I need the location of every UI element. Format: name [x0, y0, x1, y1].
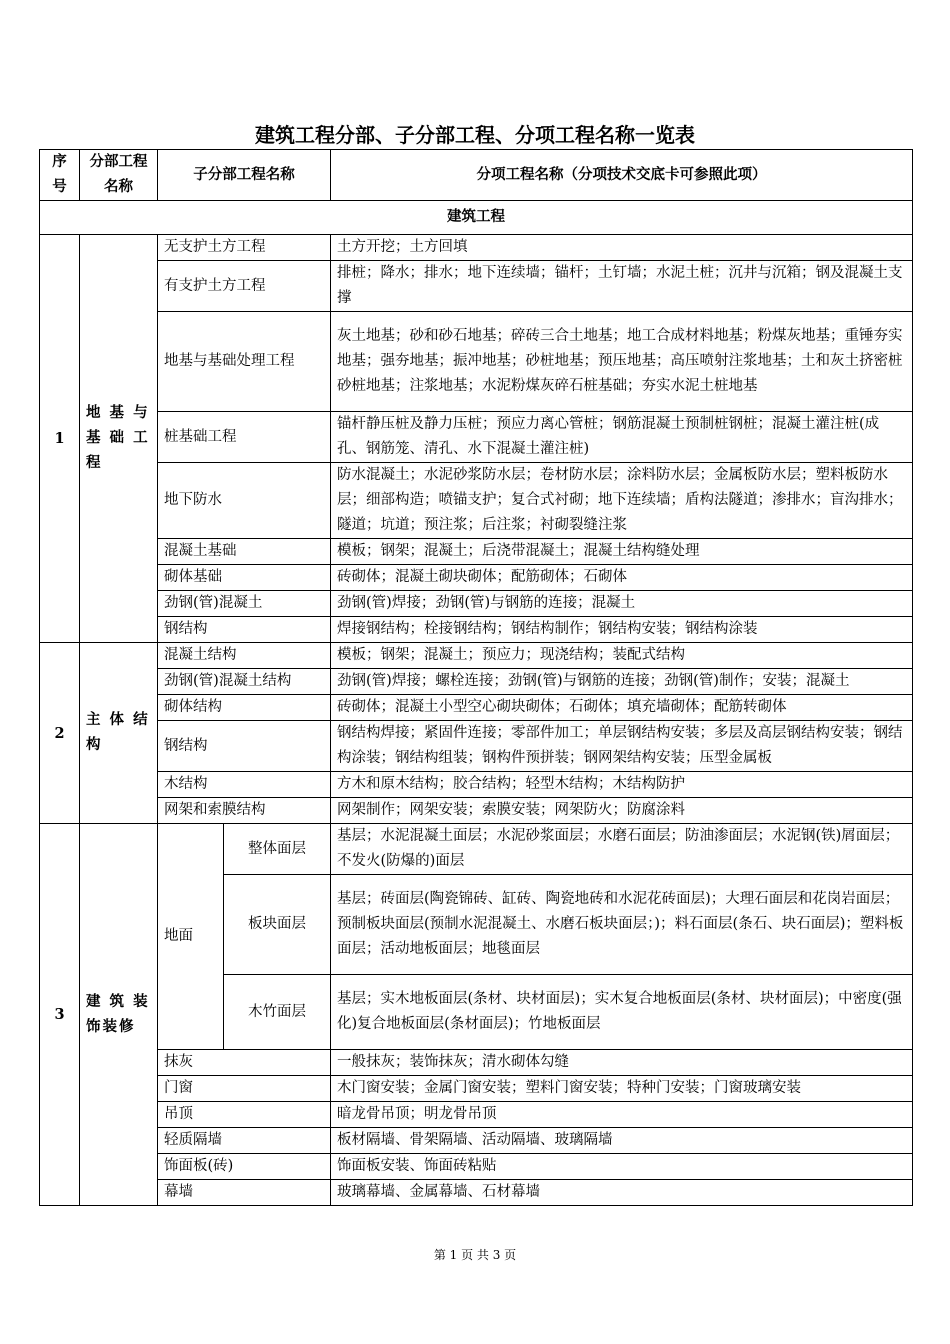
item-names: 模板；钢架；混凝土；预应力；现浇结构；装配式结构: [331, 643, 913, 669]
item-names: 基层；砖面层(陶瓷锦砖、缸砖、陶瓷地砖和水泥花砖面层)；大理石面层和花岗岩面层；预制板块面层(预制水泥混凝土、水磨石板块面层；)；料石面层(条石、块石面层)；塑料板面层；活动地板面层；地毯面层: [331, 875, 913, 975]
table-row: [40, 695, 913, 721]
subdivision-name: 地下防水: [158, 463, 331, 539]
table-row: [40, 312, 913, 412]
subdivision-name: 抹灰: [158, 1050, 331, 1076]
item-names: 木门窗安装；金属门窗安装；塑料门窗安装；特种门安装；门窗玻璃安装: [331, 1076, 913, 1102]
subdivision-name: 劲钢(管)混凝土: [158, 591, 331, 617]
sub-item-name: 板块面层: [224, 875, 331, 975]
table-row: [40, 412, 913, 463]
table-row: [40, 1102, 913, 1128]
item-names: 网架制作；网架安装；索膜安装；网架防火；防腐涂料: [331, 798, 913, 824]
item-names: 一般抹灰；装饰抹灰；清水砌体勾缝: [331, 1050, 913, 1076]
subdivision-name: 混凝土结构: [158, 643, 331, 669]
header-row: [40, 150, 913, 201]
subdivision-name: 砌体结构: [158, 695, 331, 721]
table-row: [40, 591, 913, 617]
item-names: 方木和原木结构；胶合结构；轻型木结构；木结构防护: [331, 772, 913, 798]
item-names: 暗龙骨吊顶；明龙骨吊顶: [331, 1102, 913, 1128]
subdivision-name: 轻质隔墙: [158, 1128, 331, 1154]
group-number: 3: [40, 824, 80, 1206]
subdivision-name: 幕墙: [158, 1180, 331, 1206]
item-names: 饰面板安装、饰面砖粘贴: [331, 1154, 913, 1180]
item-names: 板材隔墙、骨架隔墙、活动隔墙、玻璃隔墙: [331, 1128, 913, 1154]
item-names: 劲钢(管)焊接；劲钢(管)与钢筋的连接；混凝土: [331, 591, 913, 617]
table-row: [40, 261, 913, 312]
header-subdivision: 子分部工程名称: [158, 150, 331, 201]
item-names: 基层；实木地板面层(条材、块材面层)；实木复合地板面层(条材、块材面层)；中密度(强化)复合地板面层(条材面层)；竹地板面层: [331, 975, 913, 1050]
table-row: [40, 1154, 913, 1180]
page-footer: 第 1 页 共 3 页: [433, 1248, 517, 1262]
subdivision-name: 桩基础工程: [158, 412, 331, 463]
header-division: 分部工程名称: [80, 150, 158, 201]
subdivision-name: 门窗: [158, 1076, 331, 1102]
group-number: 2: [40, 643, 80, 824]
table-row: [40, 1050, 913, 1076]
table-row: [40, 463, 913, 539]
item-names: 灰土地基；砂和砂石地基；碎砖三合土地基；地工合成材料地基；粉煤灰地基；重锤夯实地基；强夯地基；振冲地基；砂桩地基；预压地基；高压喷射注浆地基；土和灰土挤密桩砂桩地基；注浆地基；水泥粉煤灰碎石桩基础；夯实水泥土桩地基: [331, 312, 913, 412]
table-row: [40, 1180, 913, 1206]
table-row: [40, 617, 913, 643]
header-items: 分项工程名称（分项技术交底卡可参照此项）: [331, 150, 913, 201]
subdivision-name: 吊顶: [158, 1102, 331, 1128]
sub-item-name: 木竹面层: [224, 975, 331, 1050]
division-name: 主 体 结 构: [80, 643, 158, 824]
engineering-table: [39, 149, 913, 1206]
item-names: 锚杆静压桩及静力压桩；预应力离心管桩；钢筋混凝土预制桩钢桩；混凝土灌注桩(成孔、钢筋笼、清孔、水下混凝土灌注桩): [331, 412, 913, 463]
section-title: 建筑工程: [40, 201, 913, 235]
table-row: [40, 1076, 913, 1102]
subdivision-name: 饰面板(砖): [158, 1154, 331, 1180]
item-names: 焊接钢结构；栓接钢结构；钢结构制作；钢结构安装；钢结构涂装: [331, 617, 913, 643]
subdivision-name: 有支护土方工程: [158, 261, 331, 312]
item-names: 土方开挖；土方回填: [331, 235, 913, 261]
document-title: 建筑工程分部、子分部工程、分项工程名称一览表: [255, 123, 695, 147]
header-no: 序号: [40, 150, 80, 201]
table-row: [40, 235, 913, 261]
table-row: [40, 539, 913, 565]
subdivision-name: 无支护土方工程: [158, 235, 331, 261]
subdivision-name: 砌体基础: [158, 565, 331, 591]
subdivision-name: 地基与基础处理工程: [158, 312, 331, 412]
table-row: [40, 721, 913, 772]
item-names: 砖砌体；混凝土砌块砌体；配筋砌体；石砌体: [331, 565, 913, 591]
item-names: 防水混凝土；水泥砂浆防水层；卷材防水层；涂料防水层；金属板防水层；塑料板防水层；细部构造；喷锚支护；复合式衬砌；地下连续墙；盾构法隧道；渗排水；盲沟排水；隧道；坑道；预注浆；后注浆；衬砌裂缝注浆: [331, 463, 913, 539]
item-names: 劲钢(管)焊接；螺栓连接；劲钢(管)与钢筋的连接；劲钢(管)制作；安装；混凝土: [331, 669, 913, 695]
subdivision-name: 劲钢(管)混凝土结构: [158, 669, 331, 695]
division-name: 建 筑 装 饰装修: [80, 824, 158, 1206]
item-names: 钢结构焊接；紧固件连接；零部件加工；单层钢结构安装；多层及高层钢结构安装；钢结构涂装；钢结构组装；钢构件预拼装；钢网架结构安装；压型金属板: [331, 721, 913, 772]
table-row: [40, 772, 913, 798]
item-names: 砖砌体；混凝土小型空心砌块砌体；石砌体；填充墙砌体；配筋转砌体: [331, 695, 913, 721]
subdivision-name: 钢结构: [158, 721, 331, 772]
subdivision-name: 钢结构: [158, 617, 331, 643]
item-names: 基层；水泥混凝土面层；水泥砂浆面层；水磨石面层；防油渗面层；水泥钢(铁)屑面层；不发火(防爆的)面层: [331, 824, 913, 875]
subdivision-name: 网架和索膜结构: [158, 798, 331, 824]
item-names: 排桩；降水；排水；地下连续墙；锚杆；土钉墙；水泥土桩；沉井与沉箱；钢及混凝土支撑: [331, 261, 913, 312]
table-row: [40, 643, 913, 669]
division-name: 地 基 与 基 础 工 程: [80, 235, 158, 643]
subdivision-name: 木结构: [158, 772, 331, 798]
item-names: 模板；钢架；混凝土；后浇带混凝土；混凝土结构缝处理: [331, 539, 913, 565]
section-row: [40, 201, 913, 235]
table-row: [40, 565, 913, 591]
table-row: [40, 798, 913, 824]
table-row: [40, 824, 913, 875]
table-row: [40, 1128, 913, 1154]
subdivision-name: 混凝土基础: [158, 539, 331, 565]
table-row: [40, 669, 913, 695]
sub-item-name: 整体面层: [224, 824, 331, 875]
item-names: 玻璃幕墙、金属幕墙、石材幕墙: [331, 1180, 913, 1206]
group-number: 1: [40, 235, 80, 643]
subdivision-name: 地面: [158, 824, 224, 1050]
